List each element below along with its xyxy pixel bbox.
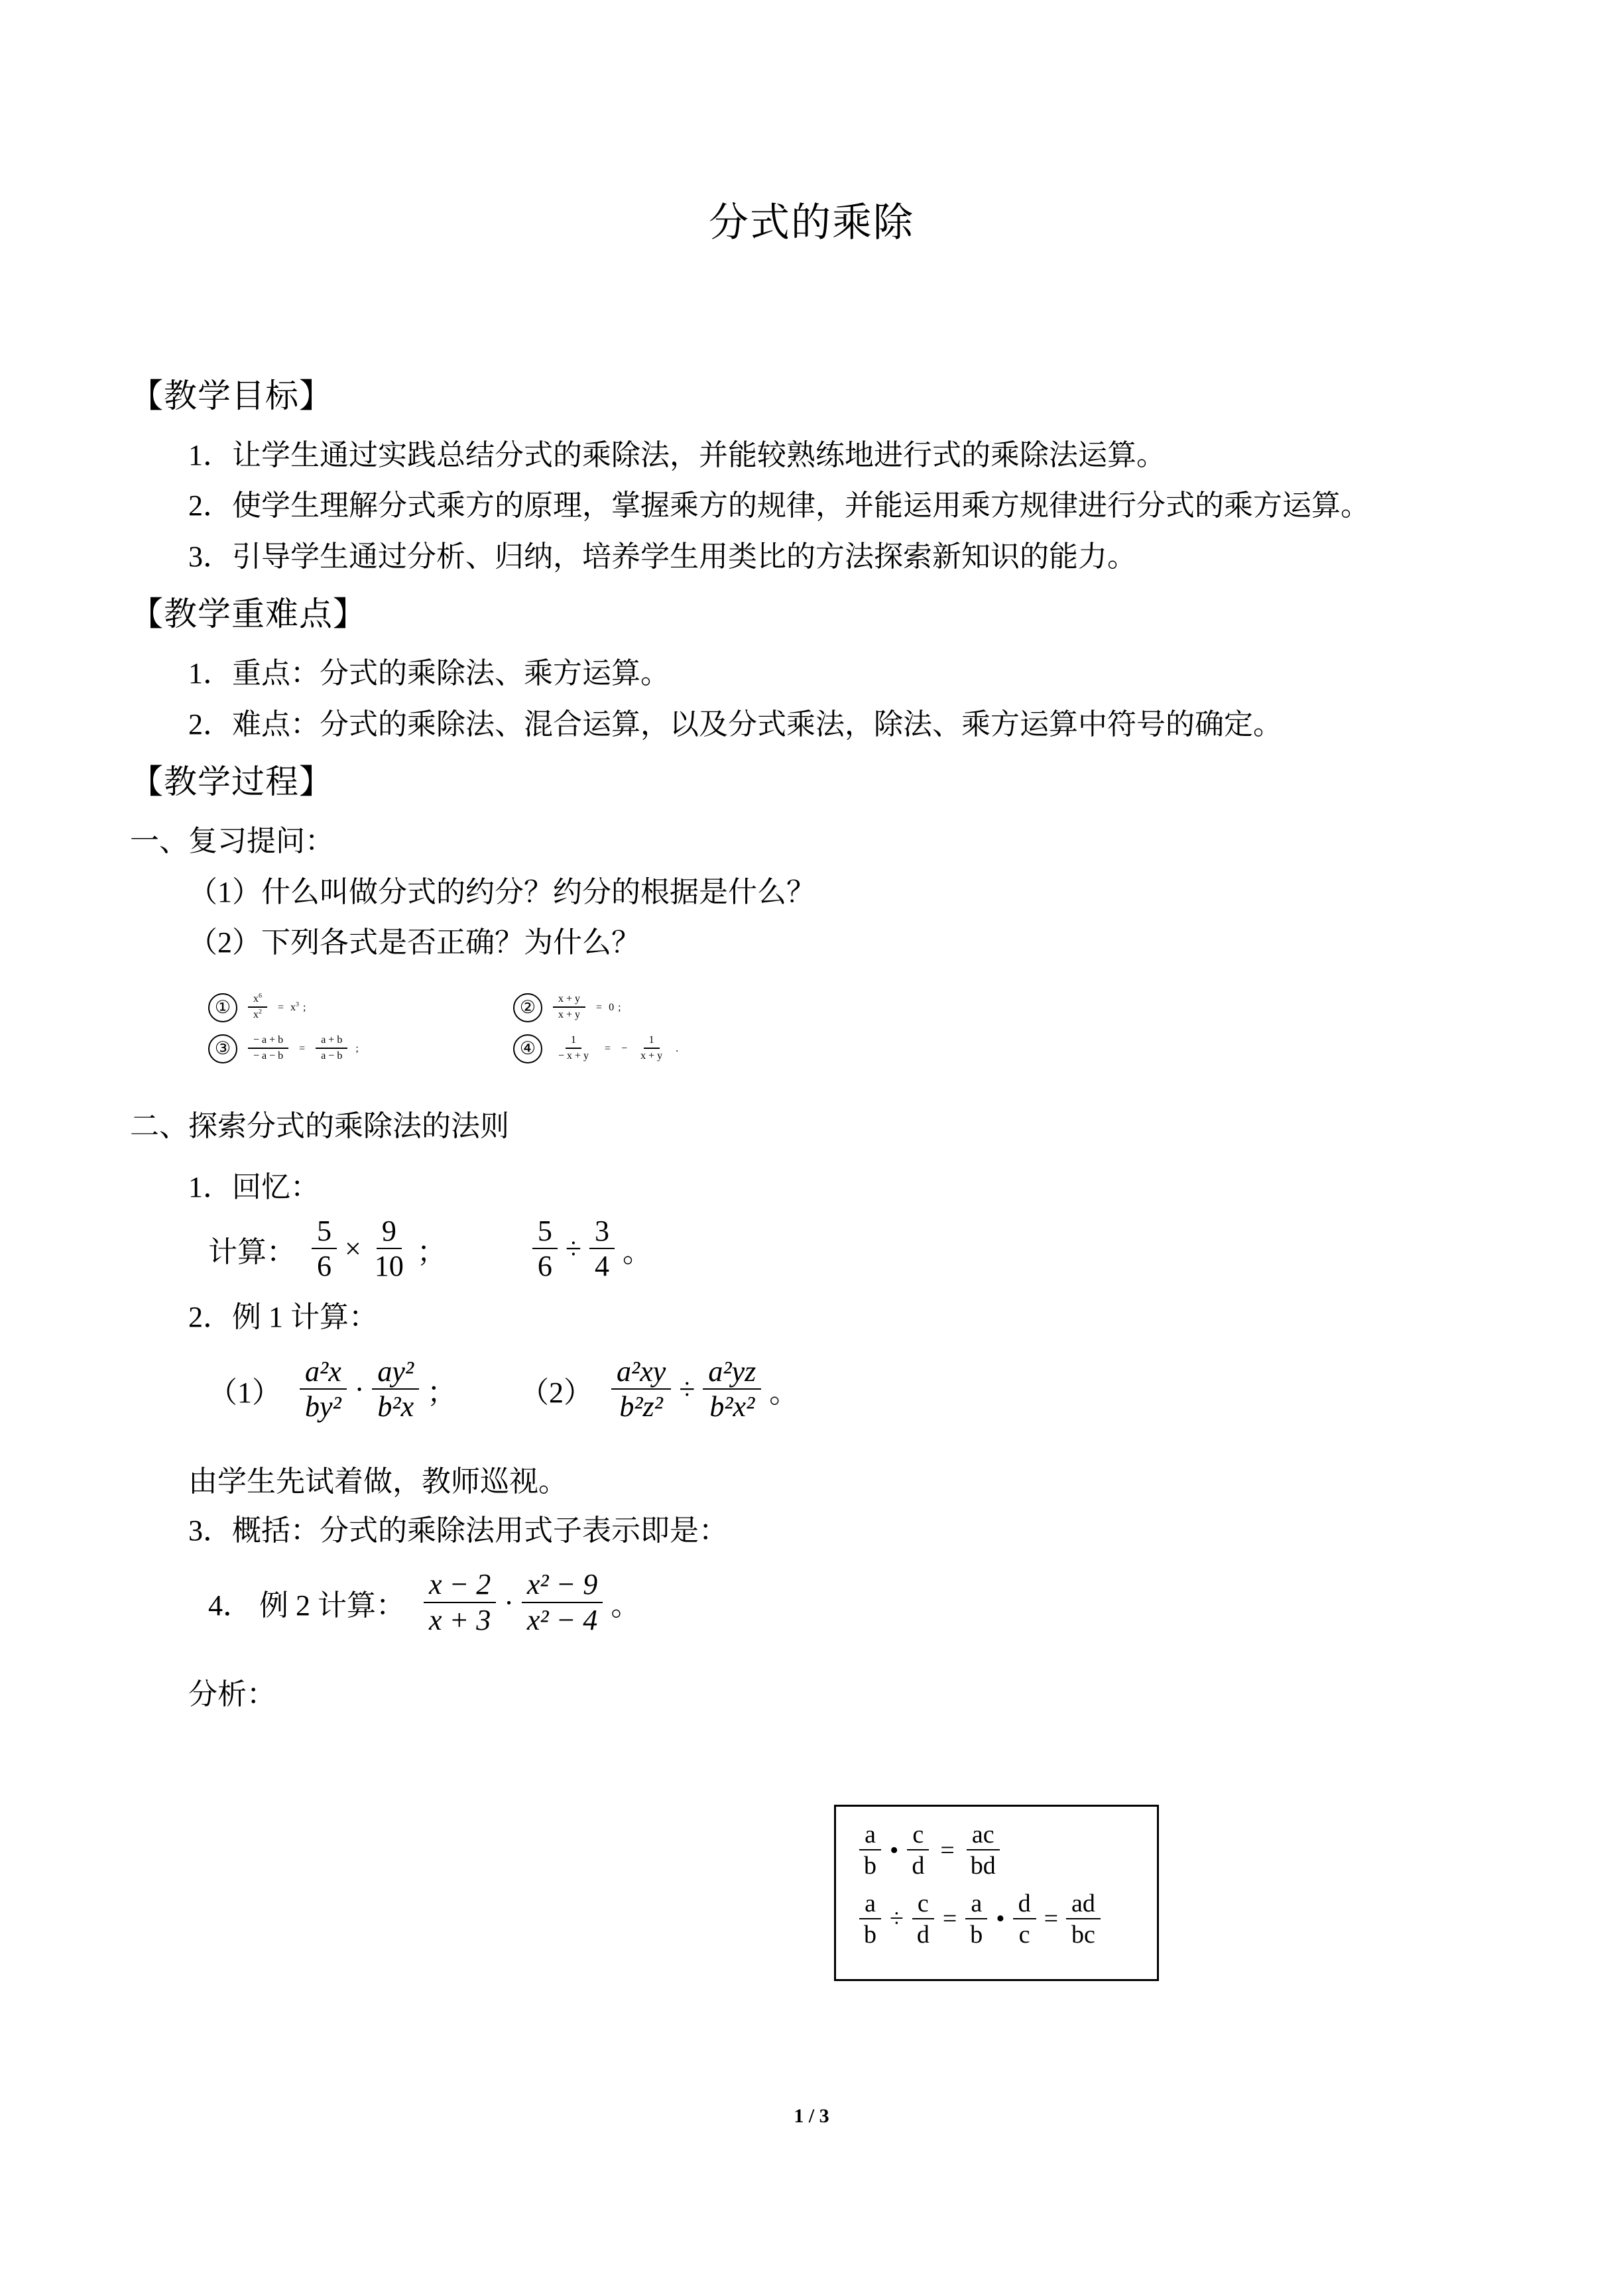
- equals-sign: =: [596, 1001, 603, 1013]
- section-heading-objectives: 【教学目标】: [130, 377, 333, 414]
- denominator: d: [912, 1852, 925, 1880]
- numerator: a²x: [300, 1357, 347, 1390]
- fraction-result: [1066, 1890, 1101, 1949]
- fraction-c: [965, 1890, 988, 1949]
- negative-sign: −: [621, 1042, 628, 1054]
- trailing-punctuation: ;: [355, 1042, 359, 1054]
- numerator-exponent: 6: [259, 992, 262, 1000]
- equals-sign: =: [299, 1042, 306, 1054]
- step-1-title: 1．回忆：: [188, 1171, 320, 1204]
- denominator: bd: [970, 1852, 996, 1880]
- right-hand-side: $x^3$: [290, 1000, 299, 1013]
- denominator: b²x: [377, 1390, 414, 1423]
- right-hand-side: 0: [609, 1001, 615, 1013]
- fraction: [553, 1035, 594, 1062]
- trailing-punctuation: ;: [302, 1001, 306, 1013]
- fraction: [248, 1035, 288, 1062]
- numerator: c: [907, 1821, 929, 1850]
- part-two-title: 二、探索分式的乘除法的法则: [130, 1109, 509, 1142]
- equals-sign: =: [940, 1836, 955, 1864]
- numerator: a²xy: [611, 1357, 671, 1390]
- multiply-dot: ·: [504, 1586, 514, 1619]
- denominator: b²x²: [709, 1390, 755, 1423]
- trailing-punctuation: 。: [611, 1589, 640, 1622]
- rule-multiplication: [855, 1821, 1157, 1880]
- numerator: 1: [644, 1035, 660, 1049]
- numerator: ac: [967, 1821, 1000, 1850]
- fraction: [553, 994, 585, 1021]
- numerator: ad: [1066, 1890, 1101, 1919]
- review-question-2: （2）下列各式是否正确？为什么？: [188, 926, 640, 959]
- fraction-b: [906, 1821, 930, 1880]
- example1-row: [130, 1357, 1504, 1423]
- trailing-punctuation: ；: [416, 1235, 446, 1268]
- numerator: a: [859, 1890, 881, 1919]
- recall-calculation-row: [130, 1216, 1504, 1282]
- denominator: 6: [537, 1250, 552, 1283]
- numerator: d: [1013, 1890, 1036, 1919]
- divide-sign: ÷: [679, 1373, 695, 1406]
- keypoint-item-1: 1．重点：分式的乘除法、乘方运算。: [188, 657, 670, 690]
- fraction: [248, 994, 267, 1021]
- review-equation-2: [513, 993, 625, 1022]
- section-heading-process: 【教学过程】: [130, 763, 333, 801]
- divide-sign: ÷: [890, 1905, 904, 1933]
- document-body: [130, 379, 1504, 1723]
- example1-item-1: [208, 1357, 520, 1423]
- multiply-dot: ·: [354, 1373, 365, 1406]
- multiply-sign: ×: [345, 1233, 361, 1266]
- denominator: 4: [594, 1250, 609, 1283]
- fraction-b: [369, 1216, 409, 1282]
- item-label-2: （2）: [520, 1376, 593, 1409]
- review-equation-1: [208, 993, 513, 1022]
- denominator: b: [970, 1920, 983, 1949]
- numerator: − a + b: [248, 1035, 288, 1049]
- fraction-1: [611, 1357, 671, 1423]
- fraction-result: [965, 1821, 1001, 1880]
- denominator: b²z²: [619, 1390, 663, 1423]
- denominator: d: [916, 1920, 930, 1949]
- fraction-a: [859, 1821, 882, 1880]
- review-equation-3: [208, 1034, 513, 1063]
- denominator: b: [864, 1920, 876, 1949]
- fraction-b: [912, 1890, 935, 1949]
- numerator: c: [912, 1890, 934, 1919]
- numerator: a²yz: [703, 1357, 761, 1390]
- numerator: 5: [312, 1216, 337, 1250]
- numerator: ay²: [372, 1357, 419, 1390]
- numerator: a + b: [316, 1035, 347, 1049]
- denominator: 6: [317, 1250, 331, 1283]
- denominator: x² − 4: [526, 1603, 598, 1636]
- item-label-1: （1）: [208, 1376, 281, 1409]
- denominator: b: [864, 1852, 876, 1880]
- example2-row: [130, 1569, 1504, 1636]
- divide-sign: ÷: [565, 1233, 581, 1266]
- fraction-2: [522, 1569, 603, 1636]
- item-marker-4: ④: [513, 1034, 542, 1063]
- item-marker-1: ①: [208, 993, 237, 1022]
- fraction-d: [589, 1216, 615, 1282]
- equals-sign-1: =: [942, 1905, 957, 1933]
- denominator-base: x: [253, 1009, 259, 1021]
- teacher-note: 由学生先试着做，教师巡视。: [188, 1465, 568, 1498]
- example1-item-2: [520, 1357, 802, 1423]
- keypoint-item-2: 2．难点：分式的乘除法、混合运算，以及分式乘法，除法、乘方运算中符号的确定。: [188, 707, 1282, 741]
- numerator: x² − 9: [522, 1569, 603, 1603]
- rhs-exponent: 3: [295, 1000, 299, 1008]
- numerator: 9: [377, 1216, 402, 1250]
- trailing-punctuation: .: [676, 1042, 679, 1054]
- fraction-c: [532, 1216, 558, 1282]
- section-heading-keypoints: 【教学重难点】: [130, 595, 367, 633]
- multiply-dot: •: [996, 1905, 1005, 1933]
- analysis-label: 分析：: [188, 1678, 276, 1711]
- equals-sign: =: [605, 1042, 611, 1054]
- numerator: a: [965, 1890, 987, 1919]
- denominator: x + y: [640, 1050, 663, 1062]
- numerator: 3: [589, 1216, 615, 1250]
- objective-item-2: 2．使学生理解分式乘方的原理，掌握乘方的规律，并能运用乘方规律进行分式的乘方运算。: [188, 489, 1370, 522]
- review-question-1: （1）什么叫做分式的约分？约分的根据是什么？: [188, 875, 815, 908]
- rule-box: [834, 1805, 1159, 1981]
- review-equation-row-2: [130, 1034, 1504, 1063]
- denominator: x + 3: [429, 1603, 491, 1636]
- equals-sign-2: =: [1044, 1905, 1059, 1933]
- review-equation-row-1: [130, 993, 1504, 1022]
- rule-division: [855, 1890, 1157, 1949]
- numerator: 5: [532, 1216, 558, 1250]
- trailing-punctuation: ；: [427, 1376, 457, 1409]
- calc-label: 计算：: [208, 1235, 296, 1268]
- numerator: a: [859, 1821, 881, 1850]
- fraction-1: [300, 1357, 347, 1423]
- equals-sign: =: [277, 1001, 284, 1013]
- numerator: 1: [566, 1035, 581, 1049]
- part-one-title: 一、复习提问：: [130, 825, 334, 858]
- trailing-punctuation: 。: [769, 1376, 799, 1409]
- page-number: 1 / 3: [794, 2105, 829, 2127]
- numerator-base: x: [253, 993, 259, 1005]
- fraction-2: [703, 1357, 761, 1423]
- fraction-a: [312, 1216, 337, 1282]
- fraction-1: [424, 1569, 496, 1636]
- denominator: 10: [374, 1250, 404, 1283]
- multiply-dot: •: [890, 1836, 899, 1864]
- trailing-punctuation: ;: [618, 1001, 621, 1013]
- fraction-d: [1013, 1890, 1036, 1949]
- page-title: 分式的乘除: [709, 201, 914, 245]
- step-2-title: 2．例 1 计算：: [188, 1301, 378, 1334]
- numerator: x − 2: [424, 1569, 496, 1603]
- fraction-result: [316, 1035, 347, 1062]
- fraction-2: [372, 1357, 419, 1423]
- denominator: a − b: [321, 1050, 343, 1062]
- fraction-result: [635, 1035, 668, 1062]
- step-3-title: 3．概括：分式的乘除法用式子表示即是：: [188, 1514, 728, 1547]
- fraction-a: [859, 1890, 882, 1949]
- objective-item-1: 1．让学生通过实践总结分式的乘除法，并能较熟练地进行式的乘除法运算。: [188, 439, 1166, 471]
- denominator: − x + y: [558, 1050, 589, 1062]
- trailing-punctuation: 。: [622, 1235, 652, 1268]
- denominator: c: [1018, 1920, 1030, 1949]
- step-4-label: 4． 例 2 计算：: [208, 1589, 405, 1622]
- denominator: − a − b: [253, 1050, 284, 1062]
- item-marker-2: ②: [513, 993, 542, 1022]
- denominator: x + y: [558, 1009, 581, 1021]
- denominator-exponent: 2: [259, 1008, 262, 1016]
- denominator: bc: [1071, 1920, 1095, 1949]
- review-equation-4: [513, 1034, 682, 1063]
- objective-item-3: 3．引导学生通过分析、归纳，培养学生用类比的方法探索新知识的能力。: [188, 540, 1136, 573]
- denominator: by²: [305, 1390, 341, 1423]
- item-marker-3: ③: [208, 1034, 237, 1063]
- numerator: x + y: [553, 994, 585, 1008]
